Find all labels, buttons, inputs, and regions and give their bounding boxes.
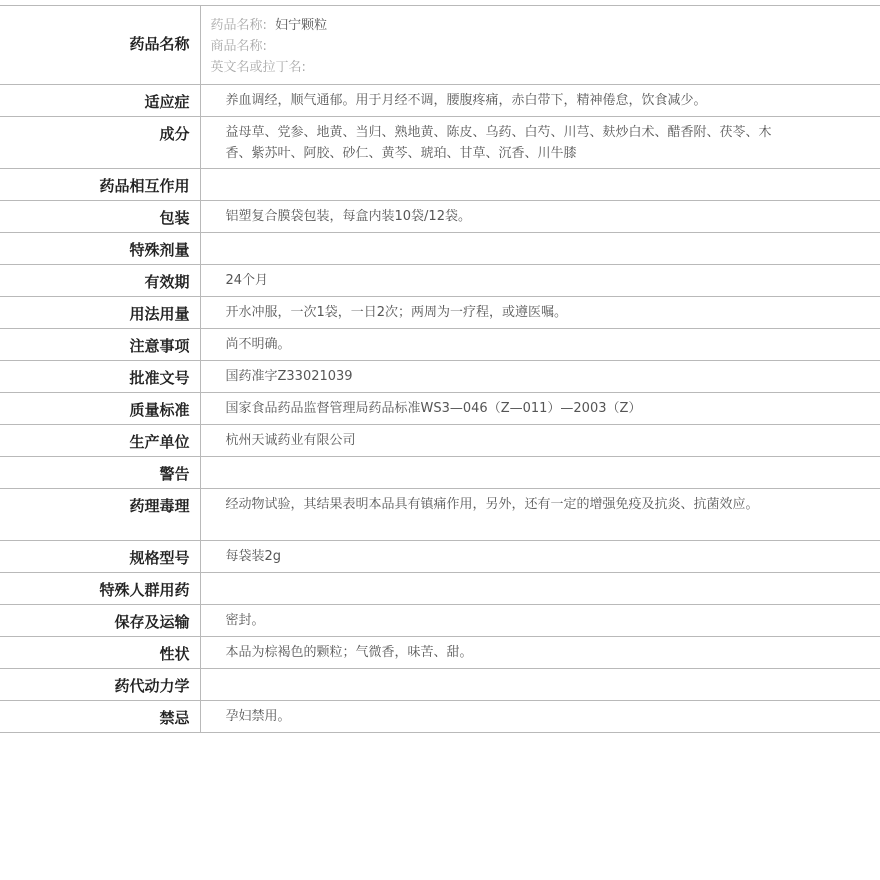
row-warning bbox=[0, 457, 880, 489]
row-value-cell bbox=[200, 457, 880, 489]
row-special-populations bbox=[0, 573, 880, 605]
row-value: 国药准字Z33021039 bbox=[225, 369, 353, 384]
row-label: 包装 bbox=[159, 209, 190, 227]
row-value-cell bbox=[200, 573, 880, 605]
row-value bbox=[201, 669, 880, 699]
row-special-dosage bbox=[0, 233, 880, 265]
row-value-cell bbox=[200, 425, 880, 457]
row-value-cell bbox=[200, 701, 880, 733]
row-value: 本品为棕褐色的颗粒；气微香，味苦、甜。 bbox=[225, 645, 473, 660]
drug-info-table bbox=[0, 5, 880, 733]
trade-name-line bbox=[211, 36, 871, 57]
row-value-cell bbox=[200, 117, 880, 169]
row-label-cell bbox=[0, 265, 200, 297]
row-value-cell bbox=[200, 637, 880, 669]
row-value-cell bbox=[200, 265, 880, 297]
row-label: 有效期 bbox=[144, 273, 190, 291]
row-value-cell bbox=[200, 393, 880, 425]
latin-name-key: 英文名或拉丁名: bbox=[210, 60, 306, 75]
row-label: 适应症 bbox=[144, 93, 190, 111]
row-ingredients bbox=[0, 117, 880, 169]
row-label-cell bbox=[0, 637, 200, 669]
row-label: 规格型号 bbox=[129, 549, 190, 567]
row-label: 生产单位 bbox=[129, 433, 190, 451]
row-appearance bbox=[0, 637, 880, 669]
row-value: 密封。 bbox=[225, 613, 265, 628]
row-label: 药品相互作用 bbox=[99, 177, 190, 195]
row-label-cell bbox=[0, 701, 200, 733]
row-label: 性状 bbox=[159, 645, 190, 663]
row-value: 杭州天诚药业有限公司 bbox=[225, 433, 356, 448]
row-pharmacokinetics bbox=[0, 669, 880, 701]
row-value-cell bbox=[200, 297, 880, 329]
row-shelf-life bbox=[0, 265, 880, 297]
row-label-cell bbox=[0, 117, 200, 169]
row-label-cell bbox=[0, 6, 200, 85]
row-label: 成分 bbox=[159, 125, 190, 143]
row-label-cell bbox=[0, 85, 200, 117]
row-label-cell bbox=[0, 541, 200, 573]
row-value: 尚不明确。 bbox=[225, 337, 291, 352]
row-storage bbox=[0, 605, 880, 637]
row-value-cell bbox=[200, 169, 880, 201]
row-value: 24个月 bbox=[225, 273, 269, 288]
row-label: 药理毒理 bbox=[129, 497, 190, 515]
row-value-cell bbox=[200, 605, 880, 637]
row-label: 药代动力学 bbox=[114, 677, 190, 695]
row-label-cell bbox=[0, 393, 200, 425]
drug-names-block bbox=[201, 6, 880, 84]
row-label-cell bbox=[0, 233, 200, 265]
row-label: 警告 bbox=[159, 465, 190, 483]
row-quality-standard bbox=[0, 393, 880, 425]
row-label: 批准文号 bbox=[129, 369, 190, 387]
row-label-cell bbox=[0, 489, 200, 541]
row-value-cell bbox=[200, 489, 880, 541]
row-value bbox=[201, 233, 880, 263]
row-label: 质量标准 bbox=[129, 401, 190, 419]
row-label-cell bbox=[0, 297, 200, 329]
row-manufacturer bbox=[0, 425, 880, 457]
row-value bbox=[201, 573, 880, 603]
row-value bbox=[201, 169, 880, 199]
row-label: 特殊剂量 bbox=[129, 241, 190, 259]
row-drug-name bbox=[0, 6, 880, 85]
row-indications bbox=[0, 85, 880, 117]
row-label-cell bbox=[0, 361, 200, 393]
row-value-cell bbox=[200, 85, 880, 117]
row-value-cell bbox=[200, 233, 880, 265]
row-packaging bbox=[0, 201, 880, 233]
row-specification bbox=[0, 541, 880, 573]
row-label: 注意事项 bbox=[129, 337, 190, 355]
row-value-cell bbox=[200, 329, 880, 361]
row-pharmacology bbox=[0, 489, 880, 541]
row-label: 禁忌 bbox=[159, 709, 190, 727]
row-label: 特殊人群用药 bbox=[99, 581, 190, 599]
row-label-cell bbox=[0, 605, 200, 637]
row-value-cell bbox=[200, 201, 880, 233]
row-interactions bbox=[0, 169, 880, 201]
row-label-cell bbox=[0, 201, 200, 233]
generic-name-key: 药品名称: bbox=[210, 18, 267, 33]
row-value: 孕妇禁用。 bbox=[225, 709, 291, 724]
row-label: 保存及运输 bbox=[114, 613, 190, 631]
row-value: 开水冲服，一次1袋，一日2次；两周为一疗程，或遵医嘱。 bbox=[225, 305, 568, 320]
row-value: 益母草、党参、地黄、当归、熟地黄、陈皮、乌药、白芍、川芎、麸炒白术、醋香附、茯苓、木香、紫苏叶、阿胶、砂仁、黄芩、琥珀、甘草、沉香、川牛膝 bbox=[225, 125, 772, 161]
row-value: 国家食品药品监督管理局药品标准WS3—046（Z—011）—2003（Z） bbox=[225, 401, 642, 416]
drug-names-cell bbox=[200, 6, 880, 85]
row-label: 药品名称 bbox=[129, 35, 190, 53]
row-value: 每袋装2g bbox=[225, 549, 282, 564]
row-label-cell bbox=[0, 329, 200, 361]
row-approval-number bbox=[0, 361, 880, 393]
row-value-cell bbox=[200, 361, 880, 393]
generic-name-value: 妇宁颗粒 bbox=[275, 18, 328, 33]
row-value bbox=[201, 457, 880, 487]
row-label-cell bbox=[0, 169, 200, 201]
row-value: 铝塑复合膜袋包装，每盒内装10袋/12袋。 bbox=[225, 209, 471, 224]
generic-name-line bbox=[211, 15, 871, 36]
row-contraindications bbox=[0, 701, 880, 733]
row-label-cell bbox=[0, 457, 200, 489]
row-label-cell bbox=[0, 669, 200, 701]
row-usage bbox=[0, 297, 880, 329]
row-value: 经动物试验，其结果表明本品具有镇痛作用，另外，还有一定的增强免疫及抗炎、抗菌效应。 bbox=[225, 497, 759, 512]
row-value-cell bbox=[200, 669, 880, 701]
row-label-cell bbox=[0, 573, 200, 605]
row-value: 养血调经，顺气通郁。用于月经不调，腰腹疼痛，赤白带下，精神倦怠，饮食减少。 bbox=[225, 93, 707, 108]
row-label: 用法用量 bbox=[129, 305, 190, 323]
row-value-cell bbox=[200, 541, 880, 573]
row-label-cell bbox=[0, 425, 200, 457]
latin-name-line bbox=[211, 57, 871, 78]
trade-name-key: 商品名称: bbox=[210, 39, 267, 54]
row-precautions bbox=[0, 329, 880, 361]
